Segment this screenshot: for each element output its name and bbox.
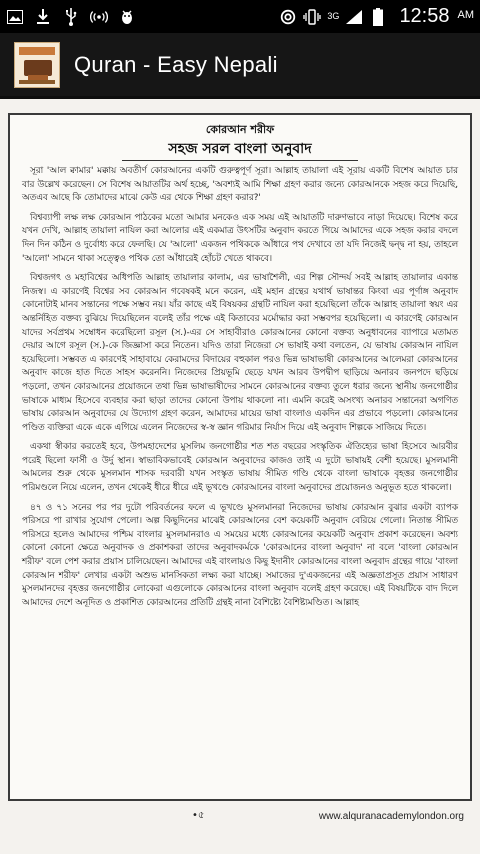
battery-icon: [369, 8, 387, 26]
page-footer: [8, 805, 472, 827]
notification-icons: [6, 8, 136, 26]
clock-time: 12:58: [399, 5, 450, 27]
app-logo-icon[interactable]: [14, 42, 60, 88]
paragraph-5: ৪৭ ও ৭১ সনের পর পর দুটো পরিবর্তনের ফলে এ ভূখণ্ডে মুসলমানরা নিজেদের ভাষায় কোরআন বুঝার একটা ব্যাপক পরিসরে পা রাখার সুযোগ পেলো। অল্প কিছুদিনের মাঝেই কোরআনের বেশ কয়েকটি অনুবাদ বেরিয়ে গেলো। নিতান্ত সীমিত পরিসরে হলেও আমাদের পশ্চিম বাংলার মুসলমানরাও এ সময়ের মধ্যে কোরআনের কয়েকটি অনুবাদ প্রকাশ করেছেন। অবশ্য কোনো কোনো ক্ষেত্রে অনুবাদক ও প্রকাশকরা তাদের অনুবাদকর্মকে 'কোরআনের বাংলা অনুবাদ' না বলে 'বাংলা কোরআন শরীফ' বলে পেশ করার প্রয়াস চালিয়েছেন। আমাদের এই বাংলায়ও কিছু ইদানীং কোরআনের বাংলা অনুবাদ গ্রন্থের গায়ে 'বাংলা কোরআন শরীফ' লেখার একটা অশুভ মানসিকতা লক্ষ্য করা যাচ্ছে। সমাজের দু'একজনের এই অজ্ঞতাপ্রসূত প্রয়াস সাধারণ মুসলমানদের বৃহত্তর জনগোষ্ঠীর লোকেরা এগুলোকে কোরআনের বাংলা অনুবাদ বলেই গ্রহণ করেছে। এই বিষয়টিকে বাদ দিলে আমাদের দেশে অনূদিত ও প্রকাশিত কোরআনের প্রতিটি গ্রন্থই নানা বৈশিষ্ট্যে বৈশিষ্ট্যমণ্ডিত। আল্লাহ: [22, 502, 458, 608]
android-debug-icon: [118, 8, 136, 26]
paragraph-3: বিশ্বজগৎ ও মহাবিশ্বের অধিপতি আল্লাহ তায়ালার কালাম, এর ভাষাশৈলী, এর শিল্প সৌন্দর্য সবই আল্লাহ তায়ালার একান্ত নিজস্ব। এ কারণেই বিশ্বের সব কোরআন গবেষকই মনে করেন, এই মহান গ্রন্থের যথার্থ ভাষান্তর কিংবা এর পূর্ণাঙ্গ অনুবাদ কোনোটাই মানব সন্তানের পক্ষে সম্ভব নয়। যাঁর কাছে এই বিষয়কর গ্রন্থটি নাযিল করা হয়েছিলো তাঁকে আল্লাহ তায়ালা স্বয়ং এর অন্তর্নিহিত বক্তব্য বুঝিয়ে দিয়েছিলেন বলেই তাঁর পক্ষে এই কিতাবের মর্মোদ্ধার করা সম্ভবপর হয়েছিলো। এ কারণেই কোরআন যাদের সর্বপ্রথম সম্বোধন করেছিলো রসূল (স.)-এর সে সাহাবীরাও কোরআনের কোনো বক্তব্য অনুধাবনের ব্যাপারে মতামত দেয়ার আগে রসূল (স.)-কে জিজ্ঞাসা করে নিতেন। যদিও তারা নিজেরা সে ভাষাই কথা বলতেন, যে ভাষায় কোরআন নাযিল হয়েছিলো। সম্ভবত এ কারণেই সাহাবায়ে কেরামদের বিদায়ের বহুকাল পরও ভিন্ন ভাষাভাষী কোরআনের আলেমরা কোরআনের অনুবাদ কাজে হাত দিতে সাহস করেননি। নিজেদের প্রিয়ভূমি ছেড়ে যখন আরব উপদ্বীপ ছাড়িয়ে অনারব জনপদে ছড়িয়ে পড়লো, তখন কোরআনের প্রয়োজনে তথা ভিন্ন ভাষাভাষীদের সামনে কোরআনের বক্তব্য তুলে ধরার জন্যে স্থানীয় জনগোষ্ঠীর ভাষাকে মাধ্যম হিসেবে ব্যবহার করা ছাড়া তাদের কোনো উপায় থাকলো না। এমনি করেই অসংখ্য অনারব সন্তানেরা অগণিত ভাষায় কোরআন অনুবাদের যে উদ্যোগ গ্রহণ করেন, আমাদের মায়ের ভাষা বাংলাও একদিন এর প্রভাবে পড়লো। কোরআনের পণ্ডিত ব্যক্তিরা একে একে এগিয়ে এলেন নিজেদের স্ব-স্ব জ্ঞান গরিমার নির্যাস দিয়ে এই অনুবাদ শিল্পকে সাজিয়ে দিতে।: [22, 273, 458, 433]
page-number: •৫: [192, 809, 205, 821]
app-bar: [0, 33, 480, 99]
system-icons: [279, 5, 474, 28]
page-viewer[interactable]: [0, 99, 480, 854]
paragraph-1: সূরা 'আল ক্বামার' মক্কায় অবতীর্ণ কোরআনের একটি গুরুত্বপূর্ণ সূরা। আল্লাহ তায়ালা এই সূরায় একটি বিশেষ আয়াত চার বার উল্লেখ করেছেন। সে বিশেষ আয়াতটির অর্থ হচ্ছে, 'অবশ্যই আমি শিক্ষা গ্রহণ করার জন্যে কোরআনকে সহজ করে দিয়েছি, অতএব আছে কি তোমাদের মাঝে কেউ এর থেকে শিক্ষা গ্রহণ করার?': [22, 166, 458, 204]
page-heading-small: কোরআন শরীফ: [205, 123, 275, 136]
usb-icon: [62, 8, 80, 26]
image-notification-icon: [6, 8, 24, 26]
page-heading-main: সহজ সরল বাংলা অনুবাদ: [168, 141, 312, 157]
hotspot-icon: [90, 8, 108, 26]
signal-icon: [345, 8, 363, 26]
vibrate-icon: [303, 8, 321, 26]
download-icon: [34, 8, 52, 26]
wifi-icon: [279, 8, 297, 26]
network-type-label: 3G: [327, 11, 340, 21]
paragraph-4: একথা স্বীকার করতেই হবে, উপমহাদেশের মুসলিম জনগোষ্ঠীর শত শত বছরের সংস্কৃতিক ঐতিহ্যের ভাষা হিসেবে আরবীর পরেই ছিলো ফার্সী ও উর্দু স্থান। স্বাভাবিকভাবেই কোরআন অনুবাদের কাজও তাই এ দুটো ভাষায়ই বেশী হয়েছে। মুসলমানী আমলের শুরু থেকে মুসলমান শাসক দরবারী যখন সংস্কৃত ভাষায় সীমিত গণ্ডি থেকে বাংলা ভাষাকে বৃহত্তর জনগোষ্ঠীর পরিমণ্ডলে নিয়ে এলেন, তখন থেকেই ধীরে ধীরে এই ভূখণ্ডে কোরআনের বাংলা অনুবাদের প্রয়োজনও অনুভূত হতে থাকলো।: [22, 442, 458, 494]
status-bar: [0, 0, 480, 33]
site-url: www.alquranacademylondon.org: [318, 810, 464, 822]
app-title: Quran - Easy Nepali: [74, 51, 278, 77]
page-content: [8, 113, 472, 801]
clock-ampm: AM: [457, 9, 474, 21]
paragraph-2: বিশ্বব্যাপী লক্ষ লক্ষ কোরআন পাঠকের মতো আমার মনকেও এক সময় এই আয়াতটি দারুণভাবে নাড়া দিয়েছে। বিশেষ করে যখন দেখি, আল্লাহ তায়ালা নাযিল করা আলোর এই একমাত্র উৎসটির অনুবাদ করতে গিয়ে আমাদের একে সহজ করার বদলে দিন দিন কঠিন ও দুর্বোধ্য করে ফেলছি। যে 'আলো' একজন পথিককে আঁধারে পথ দেখাবে তা যদি নিজেই দ্বন্দ্ব না হয়, তাহলে 'আলো' সামনে থাকা সত্ত্বেও পথিক তো আঁধারেই হোঁচট খেতে থাকবে।: [22, 212, 458, 264]
heading-underline: [122, 160, 358, 161]
